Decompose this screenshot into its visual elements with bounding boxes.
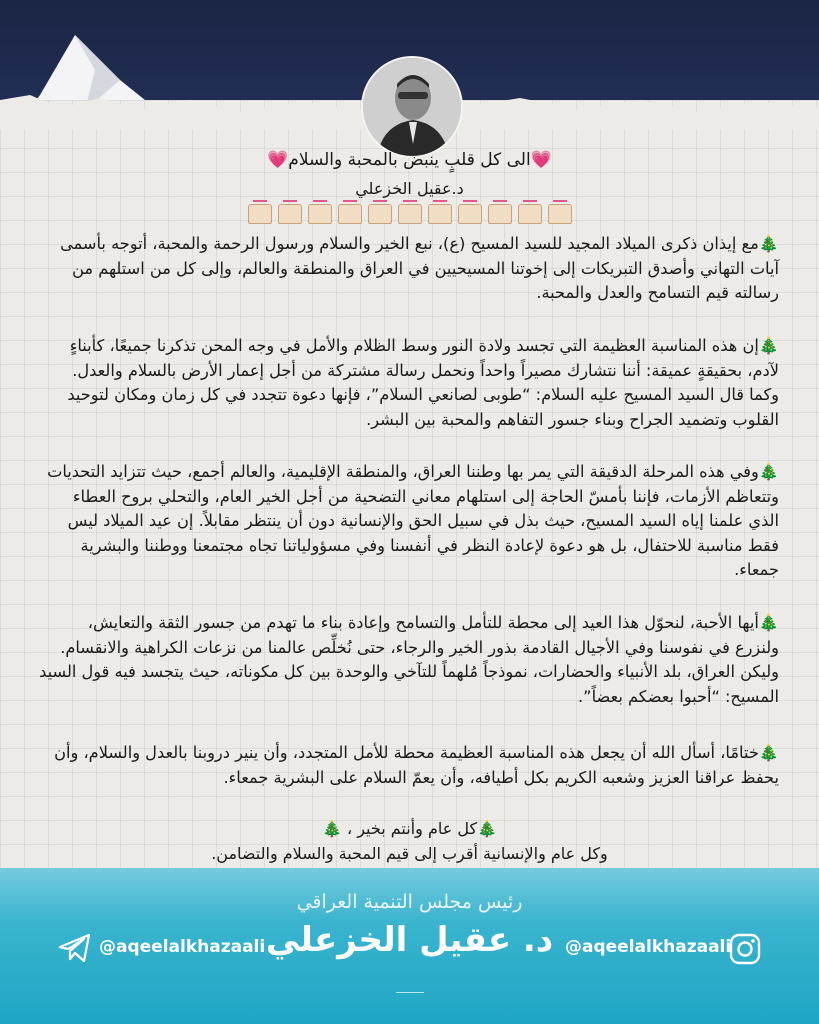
- cake-icon: [308, 204, 332, 224]
- cake-icon: [278, 204, 302, 224]
- telegram-icon[interactable]: [58, 933, 92, 963]
- cake-icon: [428, 204, 452, 224]
- paragraph-2: 🎄إن هذه المناسبة العظيمة التي تجسد ولادة النور وسط الظلام والأمل في وجه المحن تذكرنا جميعًا، كأبناءٍ لآدم، بحقيقةٍ عميقة: أننا نتشارك مصيراً واحداً ونحمل رسالة مشتركة من أجل إعمار الأرض بالسلام والعدل. وكما قال السيد المسيح عليه السلام: “طوبى لصانعي السلام”، فإنها دعوة تتجدد في كل زمان ومكان لتوحيد القلوب وتضميد الجراح وبناء جسور التفاهم والمحبة بين البشر.: [67, 336, 779, 429]
- author-name: د.عقيل الخزعلي: [355, 179, 464, 198]
- cake-icon: [458, 204, 482, 224]
- cake-icon: [398, 204, 422, 224]
- paragraph-4: 🎄أيها الأحبة، لنحوّل هذا العيد إلى محطة للتأمل والتسامح وإعادة بناء ما تهدم من جسور الثقة والتعايش، ولنزرع في نفوسنا وفي الأجيال القادمة بذور الخير والرجاء، حتى نُخلِّص عالمنا من نزعات الكراهية والانقسام. وليكن العراق، بلد الأنبياء والحضارات، نموذجاً مُلهماً للتآخي والوحدة بين كل مكوناته، حيث يتجسد فيه قول السيد المسيح: “أحبوا بعضكم بعضاً”.: [39, 613, 779, 706]
- instagram-handle[interactable]: @aqeelalkhazaali: [565, 937, 732, 957]
- footer-name: د. عقيل الخزعلي: [265, 920, 554, 960]
- paragraph-3: 🎄وفي هذه المرحلة الدقيقة التي يمر بها وطننا العراق، والمنطقة الإقليمية، والعالم أجمع، حيث تتزايد التحديات وتتعاظم الأزمات، فإننا بأمسّ الحاجة إلى استلهام معاني التضحية من أجل الخير العام، والتحلي بروح العطاء الذي علمنا إياه السيد المسيح، حيث بذل في سبيل الحق والإنسانية دون أن ينتظر مقابلاً. إن عيد الميلاد ليس فقط مناسبة للاحتفال، بل هو دعوة لإعادة النظر في أنفسنا وفي مسؤولياتنا تجاه مجتمعنا ووطننا والبشرية جمعاء.: [47, 462, 779, 579]
- closing-line-2: وكل عام والإنسانية أقرب إلى قيم المحبة والسلام والتضامن.: [211, 844, 608, 863]
- cake-icon: [518, 204, 542, 224]
- cake-icon: [248, 204, 272, 224]
- footer-role: رئيس مجلس التنمية العراقي: [296, 891, 523, 913]
- cake-icon: [488, 204, 512, 224]
- cake-icon: [368, 204, 392, 224]
- cake-icon: [338, 204, 362, 224]
- closing-line-1: 🎄كل عام وأنتم بخير ، 🎄: [321, 819, 498, 838]
- instagram-icon[interactable]: [728, 932, 762, 966]
- greeting-line: 💗الى كل قلبٍ ينبض بالمحبة والسلام💗: [267, 150, 552, 170]
- footer-divider: [396, 992, 424, 993]
- birthday-cake-icons: [0, 204, 819, 228]
- cake-icon: [548, 204, 572, 224]
- paragraph-1: 🎄مع إيذان ذكرى الميلاد المجيد للسيد المسيح (ع)، نبع الخير والسلام ورسول الرحمة والمحبة، أتوجه بأسمى آيات التهاني وأصدق التبريكات إلى إخوتنا المسيحيين في العراق والمنطقة والعالم، وإلى كل من استلهم من رسالته قيم التسامح والعدل والمحبة.: [60, 234, 779, 302]
- paragraph-5: 🎄ختامًا، أسأل الله أن يجعل هذه المناسبة العظيمة محطة للأمل المتجدد، وأن ينير دروبنا بالعدل والسلام، وأن يحفظ عراقنا العزيز وشعبه الكريم بكل أطيافه، وأن يعمّ السلام على البشرية جمعاء.: [54, 743, 779, 787]
- author-photo: [361, 56, 463, 158]
- telegram-handle[interactable]: @aqeelalkhazaali: [99, 937, 266, 957]
